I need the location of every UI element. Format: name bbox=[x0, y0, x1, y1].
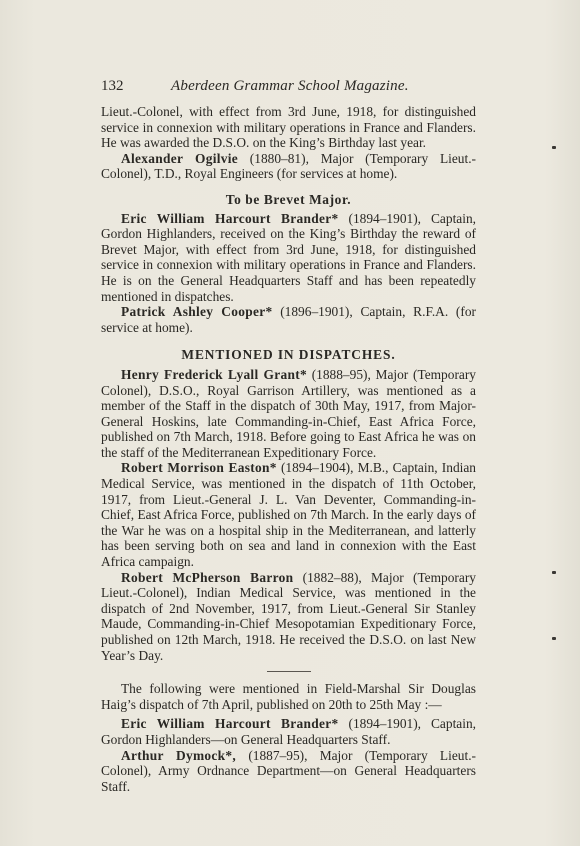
person-name: Alexander Ogilvie bbox=[121, 150, 239, 166]
paragraph-text: (1887–95), Major (Temporary Lieut.-Colonel), Army Ordnance Department—on General Headquarters Staff. bbox=[101, 747, 477, 794]
page-number: 132 bbox=[101, 78, 124, 94]
person-name: Eric William Harcourt Brander* bbox=[121, 716, 339, 732]
running-title: Aberdeen Grammar School Magazine. bbox=[171, 78, 409, 94]
section-heading: MENTIONED IN DISPATCHES. bbox=[181, 347, 396, 363]
margin-speck bbox=[552, 146, 556, 149]
paragraph bbox=[101, 151, 476, 182]
paragraph bbox=[101, 716, 476, 747]
paragraph-text: (1894–1901), Captain, Gordon Highlanders—on General Headquarters Staff. bbox=[101, 716, 476, 747]
paragraph-text: (1896–1901), Captain, R.F.A. (for service at home). bbox=[101, 304, 476, 335]
paragraph bbox=[101, 570, 476, 664]
paragraph bbox=[101, 367, 476, 461]
paragraph-text: Lieut.-Colonel, with effect from 3rd June, 1918, for distinguished service in connexion with military operations in France and Flanders. He was awarded the D.S.O. on the King’s Birthday last year. bbox=[101, 104, 476, 151]
paragraph-text: (1882–88), Major (Temporary Lieut.-Colonel), Indian Medical Service, was mentioned in the dispatch of 2nd November, 1917, from Lieut.-General Sir Stanley Maude, Commanding-in-Chief Mesopotamian Expeditionary Force, published on 12th March, 1918. He received the D.S.O. on last New Year’s Day. bbox=[101, 569, 476, 663]
section-heading: To be Brevet Major. bbox=[225, 191, 352, 207]
paragraph bbox=[101, 211, 476, 305]
paragraph-text: (1894–1904), M.B., Captain, Indian Medical Service, was mentioned in the dispatch of 11th October, 1917, from Lieut.-General J. L. Van Deventer, Commanding-in-Chief, East Africa Force, published on 7th March. In the early days of the War he was on a hospital ship in the Mediterranean, and latterly has been serving both on sea and land in connexion with the East Africa campaign. bbox=[101, 460, 476, 570]
person-name: Robert McPherson Barron bbox=[121, 569, 294, 585]
article-body bbox=[101, 104, 476, 794]
person-name: Eric William Harcourt Brander* bbox=[121, 210, 339, 226]
paragraph-text: (1894–1901), Captain, Gordon Highlanders, received on the King’s Birthday the reward of Brevet Major, with effect from 3rd June, 1918, for distinguished service in connexion with military operations in France and Flanders. He is on the General Headquarters Staff and has been repeatedly mentioned in dispatches. bbox=[101, 210, 476, 304]
page-header bbox=[101, 77, 481, 95]
margin-speck bbox=[552, 637, 556, 640]
person-name: Patrick Ashley Cooper* bbox=[121, 304, 273, 320]
person-name: Arthur Dymock*, bbox=[121, 747, 237, 763]
paragraph bbox=[101, 681, 476, 712]
margin-speck bbox=[552, 571, 556, 574]
section-divider bbox=[267, 671, 311, 672]
person-name: Henry Frederick Lyall Grant* bbox=[121, 366, 307, 382]
paragraph bbox=[101, 304, 476, 335]
paragraph bbox=[101, 748, 476, 795]
paragraph bbox=[101, 104, 476, 151]
paragraph-text: (1888–95), Major (Temporary Colonel), D.S.O., Royal Garrison Artillery, was mentioned as a member of the Staff in the dispatch of 30th May, 1917, from Major-General Hoskins, late Commanding-in-Chief, East Africa Force, published on 7th March, 1918. Before going to East Africa he was on the staff of the Mediterranean Expeditionary Force. bbox=[101, 366, 476, 460]
paragraph bbox=[101, 460, 476, 569]
paragraph-text: (1880–81), Major (Temporary Lieut.-Colonel), T.D., Royal Engineers (for services at home). bbox=[101, 150, 477, 182]
paragraph-text: The following were mentioned in Field-Marshal Sir Douglas Haig’s dispatch of 7th April, published on 20th to 25th May :— bbox=[101, 681, 476, 712]
person-name: Robert Morrison Easton* bbox=[121, 460, 277, 476]
